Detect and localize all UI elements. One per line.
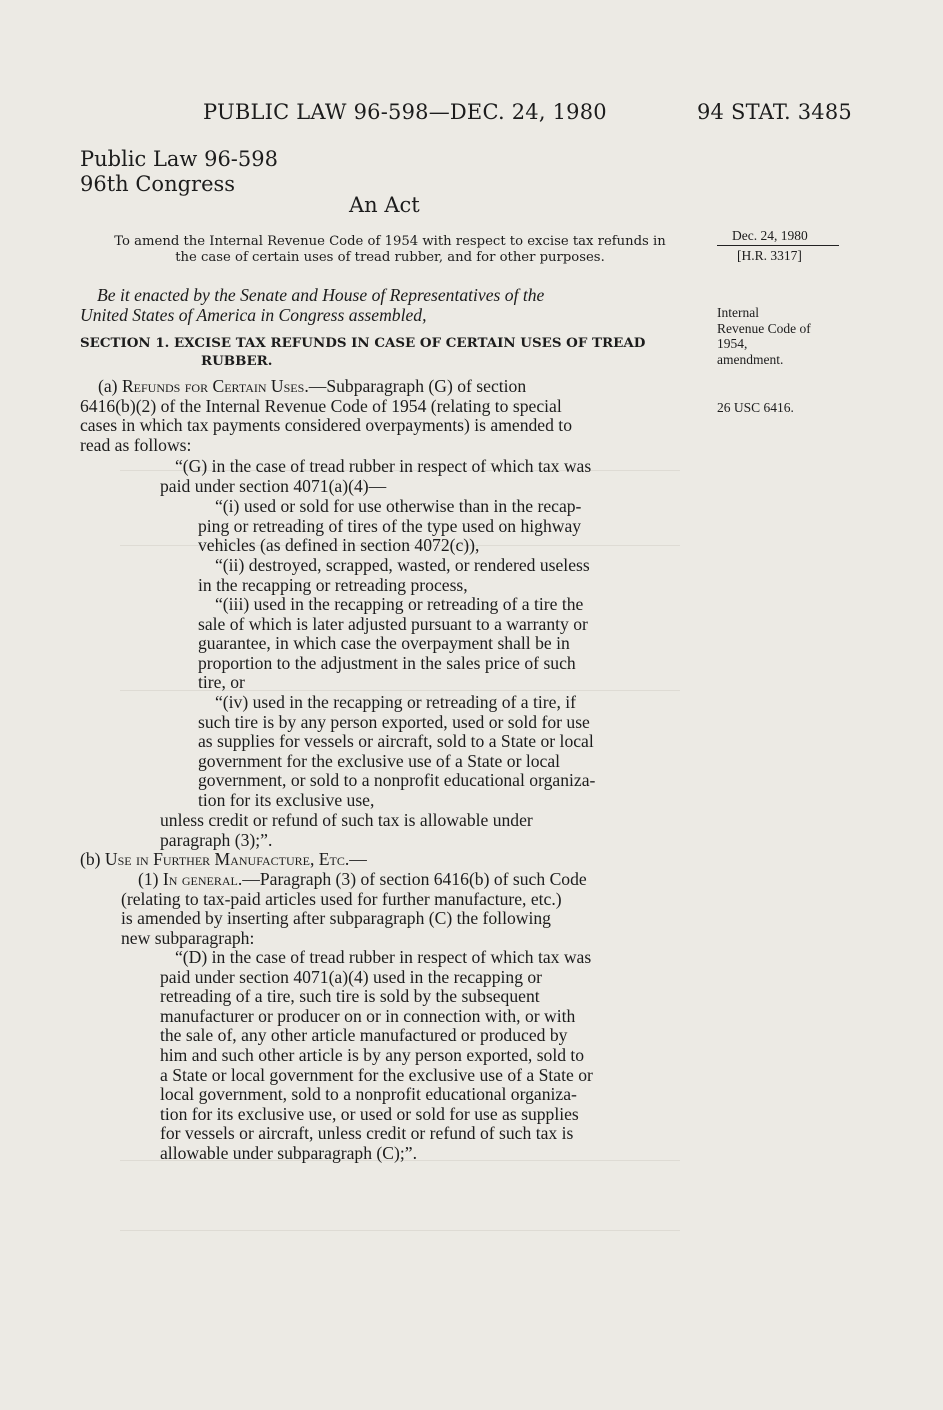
clause-iii-line: sale of which is later adjusted pursuant to a warranty or [198,613,588,634]
subparagraph-d-line: local government, sold to a nonprofit educational organiza- [160,1084,577,1105]
clause-iv-line: such tire is by any person exported, used or sold for use [198,711,590,732]
marginal-note-line: Revenue Code of [717,320,811,336]
enacting-line: Be it enacted by the Senate and House of Representatives of the [97,285,545,305]
subparagraph-d-line: “(D) in the case of tread rubber in respect of which tax was [175,947,592,967]
clause-i-line: vehicles (as defined in section 4072(c)), [198,535,480,556]
clause-iv-line: “(iv) used in the recapping or retreading of a tire, if [215,692,577,712]
paragraph-b1-text: is amended by inserting after subparagraph (C) the following [121,908,551,929]
paragraph-b1-text: new subparagraph: [121,927,255,948]
subparagraph-g-line: paid under section 4071(a)(4)— [160,475,387,496]
subparagraph-d-line: for vessels or aircraft, unless credit or refund of such tax is [160,1123,574,1144]
paragraph-b1-text: —Paragraph (3) of section 6416(b) of such Code [242,869,587,889]
marginal-note-line: amendment. [717,351,784,367]
marginal-note-line: 1954, [717,336,748,351]
bill-number: [H.R. 3317] [737,248,802,263]
clause-ii-line: “(ii) destroyed, scrapped, wasted, or rendered useless [215,555,590,575]
clause-ii [198,556,700,595]
page-number: 94 STAT. 3485 [697,100,852,124]
clause-iii-line: tire, or [198,672,245,693]
subparagraph-d-line: paid under section 4071(a)(4) used in the recapping or [160,966,543,987]
subsection-b-dash: — [349,849,367,869]
clause-iv-line: government, or sold to a nonprofit educational organiza- [198,770,596,791]
date-divider [717,245,839,246]
subparagraph-d-line: allowable under subparagraph (C);”. [160,1142,417,1163]
subparagraph-g-line: “(G) in the case of tread rubber in respect of which tax was [175,456,592,476]
quoted-subparagraph-g [160,457,700,496]
clause-iv-line: government for the exclusive use of a State or local [198,750,561,771]
subsection-a-prefix: (a) [98,376,122,396]
act-purpose [80,234,700,266]
paragraph-b1-heading: In general. [162,869,243,889]
subparagraph-d-line: him and such other article is by any person exported, sold to [160,1044,585,1065]
enacting-line: United States of America in Congress assembled, [80,304,427,325]
purpose-line: To amend the Internal Revenue Code of 1954 with respect to excise tax refunds in [114,234,666,249]
paragraph-b1-text: (relating to tax-paid articles used for further manufacture, etc.) [121,888,562,909]
purpose-line: the case of certain uses of tread rubber, and for other purposes. [175,250,605,265]
clause-i-line: “(i) used or sold for use otherwise than in the recap- [215,496,582,516]
clause-iii [198,595,700,693]
unless-line: paragraph (3);”. [160,829,273,850]
section-heading-line: SECTION 1. EXCISE TAX REFUNDS IN CASE OF CERTAIN USES OF TREAD [80,335,646,351]
subparagraph-d-line: manufacturer or producer on or in connection with, or with [160,1005,576,1026]
subsection-b [80,850,700,870]
subparagraph-d-line: the sale of, any other article manufactured or produced by [160,1025,568,1046]
paragraph-b1 [121,870,700,948]
subsection-a-text: cases in which tax payments considered overpayments) is amended to [80,415,572,436]
clause-iv [198,693,700,811]
subsection-b-prefix: (b) [80,849,105,869]
subparagraph-d-line: retreading of a tire, such tire is sold by the subsequent [160,986,540,1007]
subsection-a-text: read as follows: [80,434,192,455]
unless-line: unless credit or refund of such tax is allowable under [160,810,533,830]
subsection-a [80,377,700,455]
marginal-note-line: Internal [717,305,759,320]
section-heading [80,334,645,370]
subsection-a-text: —Subparagraph (G) of section [308,376,527,396]
clause-iii-line: guarantee, in which case the overpayment shall be in [198,633,570,654]
subsection-a-text: 6416(b)(2) of the Internal Revenue Code of 1954 (relating to special [80,395,562,416]
usc-citation: 26 USC 6416. [717,400,794,415]
clause-iv-line: as supplies for vessels or aircraft, sold to a State or local [198,731,594,752]
unless-clause [160,811,700,850]
clause-iii-line: “(iii) used in the recapping or retreading of a tire the [215,594,584,614]
clause-iv-line: tion for its exclusive use, [198,789,375,810]
section-heading-line: RUBBER. [201,353,273,369]
clause-i-line: ping or retreading of tires of the type used on highway [198,515,582,536]
clause-i [198,497,700,556]
marginal-note [717,305,811,367]
clause-ii-line: in the recapping or retreading process, [198,574,468,595]
running-header-title: PUBLIC LAW 96-598—DEC. 24, 1980 [203,100,607,124]
act-label: An Act [349,193,420,217]
enactment-date: Dec. 24, 1980 [732,228,808,243]
subsection-a-heading: Refunds for Certain Uses. [121,376,309,396]
clause-iii-line: proportion to the adjustment in the sales price of such [198,652,576,673]
public-law-number: Public Law 96-598 [80,147,278,171]
enacting-clause [80,285,702,325]
congress-label: 96th Congress [80,172,236,196]
subparagraph-d-line: tion for its exclusive use, or used or sold for use as supplies [160,1103,579,1124]
quoted-subparagraph-d [160,948,700,1164]
subparagraph-d-line: a State or local government for the exclusive use of a State or [160,1064,593,1085]
paragraph-b1-prefix: (1) [138,869,163,889]
subsection-b-heading: Use in Further Manufacture, Etc. [104,849,350,869]
